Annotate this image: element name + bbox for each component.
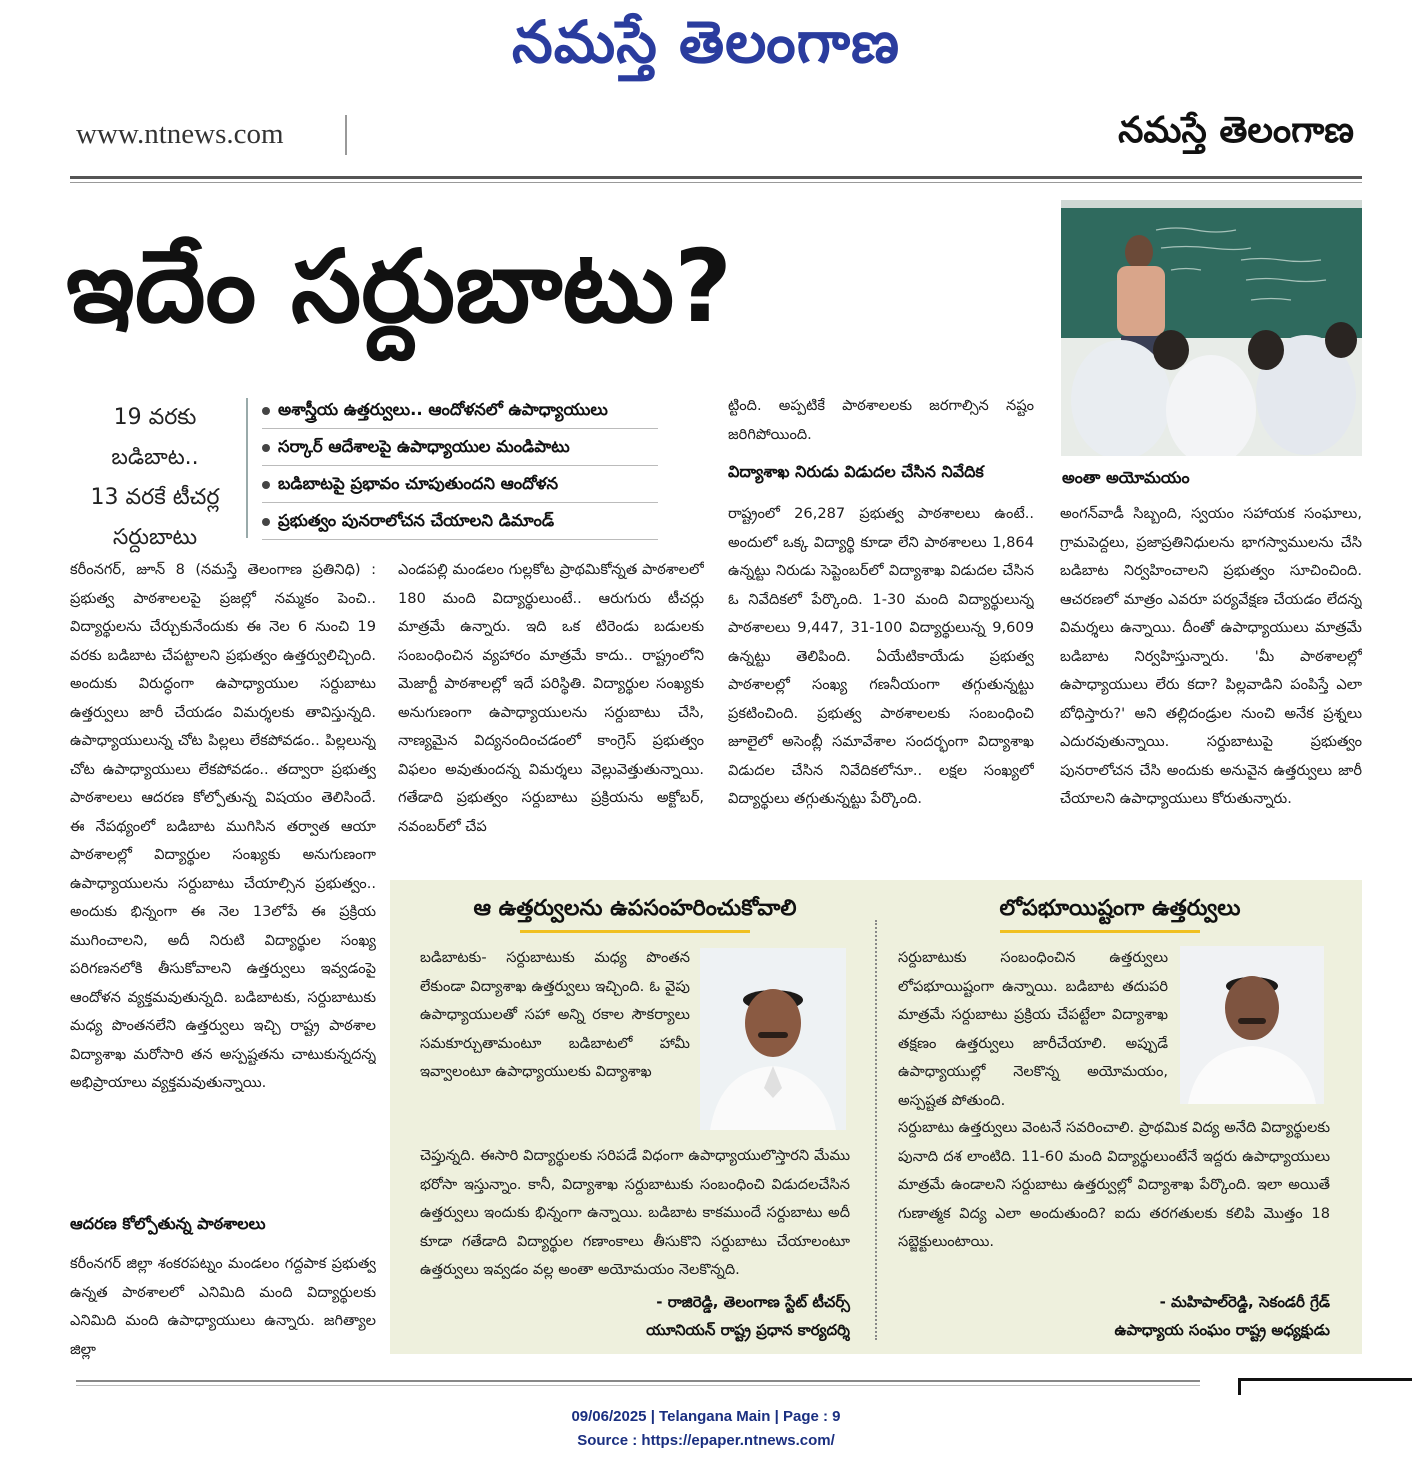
opinion-right-signature: [890, 1288, 1330, 1344]
signature-name: - మహిపాల్‌రెడ్డి, సెకండరీ గ్రేడ్: [1159, 1293, 1330, 1311]
rajireddy-portrait: [700, 948, 846, 1130]
bullet-dot-icon: [262, 444, 270, 452]
summary-divider: [246, 398, 248, 538]
bullet-dot-icon: [262, 481, 270, 489]
page-brand: నమస్తే తెలంగాణ: [1118, 110, 1354, 151]
header-rule-thin: [70, 182, 1362, 183]
bullet-dot-icon: [262, 407, 270, 415]
opinion-right-underline: [1000, 930, 1200, 933]
bullet-item: [262, 392, 658, 429]
signature-name: - రాజిరెడ్డి, తెలంగాణ స్టేట్ టీచర్స్: [656, 1293, 850, 1311]
bullet-text: అశాస్త్రీయ ఉత్తర్వులు.. ఆందోళనలో ఉపాధ్యాయులు: [278, 400, 608, 419]
summary-line: బడిబాట..: [111, 445, 199, 470]
header-separator: [345, 115, 347, 155]
classroom-photo: [1061, 200, 1362, 456]
signature-title: ఉపాధ్యాయ సంఘం రాష్ట్ర అధ్యక్షుడు: [1114, 1321, 1330, 1339]
article-column-3-top: ట్టింది. అప్పటికే పాఠశాలలకు జరగాల్సిన నష్టం జరిగిపోయింది.: [728, 397, 1034, 443]
bullet-dot-icon: [262, 518, 270, 526]
masthead-logo: నమస్తే తెలంగాణ: [512, 8, 900, 76]
summary-line: సర్దుబాటు: [112, 525, 198, 550]
photo-caption: అంతా అయోమయం: [1062, 468, 1190, 487]
signature-title: యూనియన్ రాష్ట్ర ప్రధాన కార్యదర్శి: [646, 1321, 850, 1339]
article-column-4: అంగన్‌వాడీ సిబ్బంది, స్వయం సహాయక సంఘాలు, గ్రామపెద్దలు, ప్రజాప్రతినిధులను భాగస్వాములను చేసి బడిబాట నిర్వహించాలని ప్రభుత్వం సూచించింది. ఆచరణలో మాత్రం ఎవరూ పర్యవేక్షణ చేయడం లేదన్న విమర్శలు ఉన్నాయి. దీంతో ఉపాధ్యాయులు మాత్రమే బడిబాట నిర్వహిస్తున్నారు. 'మీ పాఠశాలల్లో ఉపాధ్యాయులు లేరు కదా? పిల్లవాడిని పంపిస్తే ఎలా బోధిస్తారు?' అని తల్లిదండ్రుల నుంచి అనేక ప్రశ్నలు ఎదురవుతున్నాయి. సర్దుబాటుపై ప్రభుత్వం పునరాలోచన చేసి అందుకు అనువైన ఉత్తర్వులు జారీ చేయాలని ఉపాధ్యాయులు కోరుతున్నారు.: [1060, 505, 1362, 807]
article-column-3: రాష్ట్రంలో 26,287 ప్రభుత్వ పాఠశాలలు ఉంటే.. అందులో ఒక్క విద్యార్థి కూడా లేని పాఠశాలలు 1,864 ఉన్నట్టు నిరుడు సెప్టెంబర్‌లో విద్యాశాఖ విడుదల చేసిన ఓ నివేదికలో పేర్కొంది. 1-30 మంది విద్యార్థులున్న పాఠశాలలు 9,447, 31-100 విద్యార్థులున్న 9,609 ఉన్నట్టు తెలిపింది. ఏయేటికాయేడు ప్రభుత్వ పాఠశాలల్లో సంఖ్య గణనీయంగా తగ్గుతున్నట్టు ప్రకటించింది. ప్రభుత్వ పాఠశాలలకు సంబంధించి జూలైలో అసెంబ్లీ సమావేశాల సందర్భంగా విద్యాశాఖ విడుదల చేసిన నివేదికలోనూ.. లక్షల సంఖ్యలో విద్యార్థులు తగ్గుతున్నట్టు పేర్కొంది.: [728, 505, 1034, 807]
column-1-subhead: ఆదరణ కోల్పోతున్న పాఠశాలలు: [70, 1214, 266, 1233]
summary-line: 13 వరకే టీచర్ల: [90, 485, 220, 510]
bullet-text: బడిబాటపై ప్రభావం చూపుతుందని ఆందోళన: [278, 474, 559, 493]
opinion-left-underline: [520, 930, 750, 933]
opinion-right-text: సర్దుబాటుకు సంబంధించిన ఉత్తర్వులు లోపభూయిష్టంగా ఉన్నాయి. బడిబాట తదుపరి మాత్రమే సర్దుబాటు ప్రక్రియ చేపట్టేలా విద్యాశాఖ తక్షణం ఉత్తర్వులు జారీచేయాలి. అప్పుడే ఉపాధ్యాయుల్లో నెలకొన్న అయోమయం, అస్పష్టత పోతుంది.: [898, 949, 1168, 1109]
mahipalreddy-portrait: [1180, 946, 1324, 1104]
opinion-left-title: ఆ ఉత్తర్వులను ఉపసంహరించుకోవాలి: [473, 896, 797, 921]
bottom-rule-thin: [76, 1385, 1200, 1386]
crop-edge-mark: [1238, 1378, 1412, 1395]
article-column-1-continued: కరీంనగర్ జిల్లా శంకరపట్నం మండలం గద్దపాక ప్రభుత్వ ఉన్నత పాఠశాలలో ఎనిమిది మంది విద్యార్థులకు ఎనిమిది మంది ఉపాధ్యాయులు ఉన్నారు. జగిత్యాల జిల్లా: [70, 1255, 376, 1358]
article-column-1: కరీంనగర్, జూన్ 8 (నమస్తే తెలంగాణ ప్రతినిధి) : ప్రభుత్వ పాఠశాలలపై ప్రజల్లో నమ్మకం పెంచి.. విద్యార్థులను చేర్చుకునేందుకు ఈ నెల 6 నుంచి 19 వరకు బడిబాట చేపట్టాలని ప్రభుత్వం ఉత్తర్వులిచ్చింది. అందుకు విరుద్ధంగా ఉపాధ్యాయుల సర్దుబాటు ఉత్తర్వులు జారీ చేయడం విమర్శలకు తావిస్తున్నది. ఉపాధ్యాయులున్న చోట పిల్లలు లేకపోవడం.. పిల్లలున్న చోట ఉపాధ్యాయులు లేకపోవడం.. తద్వారా ప్రభుత్వ పాఠశాలలు ఆదరణ కోల్పోతున్న విషయం తెలిసిందే. ఈ నేపథ్యంలో బడిబాట ముగిసిన తర్వాత ఆయా పాఠశాలల్లో విద్యార్థుల సంఖ్యకు అనుగుణంగా ఉపాధ్యాయులను సర్దుబాటు చేయాల్సిన ప్రభుత్వం.. అందుకు భిన్నంగా ఈ నెల 13లోపే ఈ ప్రక్రియ ముగించాలని, అదీ నిరుటి విద్యార్థుల సంఖ్య పరిగణనలోకి తీసుకోవాలని ఉత్తర్వులు ఇవ్వడంపై ఆందోళన వ్యక్తమవుతున్నది. బడిబాటకు, సర్దుబాటుకు మధ్య పొంతనలేని ఉత్తర్వులు ఇచ్చి రాష్ట్ర పాఠశాల విద్యాశాఖ మరోసారి తన అస్పష్టతను చాటుకున్నదన్న అభిప్రాయాలు వ్యక్తమవుతున్నాయి.: [70, 561, 376, 1091]
site-url: www.ntnews.com: [76, 118, 284, 150]
opinion-left-signature: [400, 1288, 850, 1344]
footer-source: Source : https://epaper.ntnews.com/: [577, 1432, 835, 1449]
bullet-list: [262, 392, 658, 540]
opinion-left-text-wide: చెప్తున్నది. ఈసారి విద్యార్థులకు సరిపడే విధంగా ఉపాధ్యాయులొస్తారని మేము భరోసా ఇస్తున్నాం. కానీ, విద్యాశాఖ సర్దుబాటుకు సంబంధించి విడుదలచేసిన ఉత్తర్వులు ఇందుకు భిన్నంగా ఉన్నాయి. బడిబాట కాకముందే సర్దుబాటు అదీ కూడా గతేడాది విద్యార్థుల గణాంకాలు తీసుకొని సర్దుబాటు చేయాలంటూ ఉత్తర్వులు ఇవ్వడం వల్ల అంతా అయోమయం నెలకొన్నది.: [420, 1147, 850, 1278]
summary-box: [70, 398, 240, 558]
headline: ఇదేం సర్దుబాటు?: [66, 228, 733, 345]
opinion-left-text: బడిబాటకు- సర్దుబాటుకు మధ్య పొంతన లేకుండా విద్యాశాఖ ఉత్తర్వులు ఇచ్చింది. ఓ వైపు ఉపాధ్యాయులతో సహా అన్ని రకాల సౌకర్యాలు సమకూర్చుతామంటూ బడిబాటలో హామీ ఇవ్వాలంటూ ఉపాధ్యాయులకు విద్యాశాఖ: [420, 949, 690, 1080]
footer-date-page: 09/06/2025 | Telangana Main | Page : 9: [571, 1408, 841, 1425]
bullet-item: [262, 503, 658, 540]
article-column-2: ఎండపల్లి మండలం గుల్లకోట ప్రాథమికోన్నత పాఠశాలలో 180 మంది విద్యార్థులుంటే.. ఆరుగురు టీచర్లు మాత్రమే ఉన్నారు. ఇది ఒక టిరెండు బడులకు సంబంధించిన వ్యహారం మాత్రమే కాదు.. రాష్ట్రంలోని మెజార్టీ పాఠశాలల్లో ఇదే పరిస్థితి. విద్యార్థుల సంఖ్యకు అనుగుణంగా ఉపాధ్యాయులను సర్దుబాటు చేసి, నాణ్యమైన విద్యనందించడంలో కాంగ్రెస్ ప్రభుత్వం విఫలం అవుతుందన్న విమర్శలు వెల్లువెత్తుతున్నాయి. గతేడాది ప్రభుత్వం సర్దుబాటు ప్రక్రియను అక్టోబర్, నవంబర్‌లో చేప: [398, 561, 704, 835]
bottom-rule: [76, 1380, 1200, 1382]
opinion-right-title: లోపభూయిష్టంగా ఉత్తర్వులు: [999, 896, 1241, 921]
summary-line: 19 వరకు: [113, 405, 197, 430]
bullet-item: [262, 466, 658, 503]
opinion-right-text-wide: సర్దుబాటు ఉత్తర్వులు వెంటనే సవరించాలి. ప్రాథమిక విద్య అనేది విద్యార్థులకు పునాది దశ లాంటిది. 11-60 మంది విద్యార్థులుంటేనే ఇద్దరు ఉపాధ్యాయులు మాత్రమే ఉండాలని సర్దుబాటు ఉత్తర్వుల్లో విద్యాశాఖ పేర్కొంది. ఇలా అయితే గుణాత్మక విద్య ఎలా అందుతుంది? ఐదు తరగతులకు కలిపి మొత్తం 18 సబ్జెక్టులుంటాయి.: [898, 1119, 1330, 1250]
bullet-item: [262, 429, 658, 466]
opinion-box-divider: [875, 920, 878, 1340]
bullet-text: ప్రభుత్వం పునరాలోచన చేయాలని డిమాండ్: [278, 511, 555, 530]
header-rule: [70, 176, 1362, 179]
column-3-subhead: విద్యాశాఖ నిరుడు విడుదల చేసిన నివేదిక: [728, 462, 984, 481]
bullet-text: సర్కార్ ఆదేశాలపై ఉపాధ్యాయుల మండిపాటు: [278, 437, 570, 456]
